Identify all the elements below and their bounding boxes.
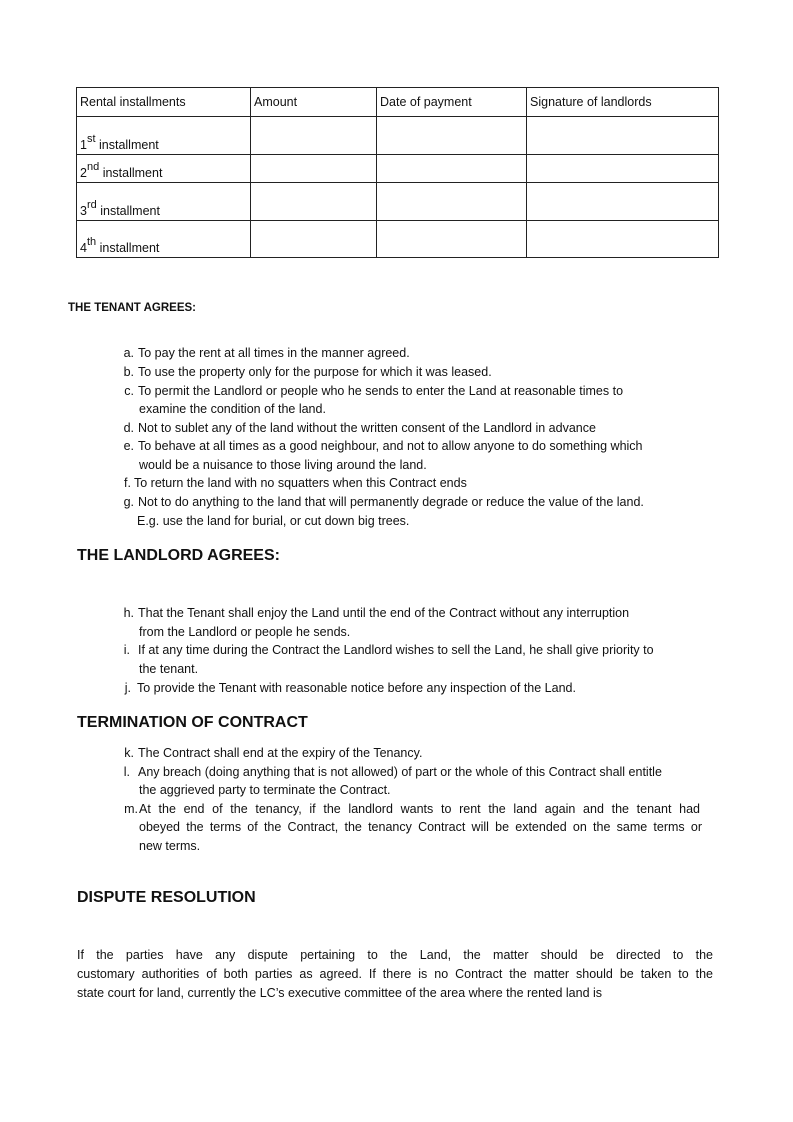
installment-word: installment <box>99 138 159 152</box>
list-item-text-continued: from the Landlord or people he sends. <box>139 625 351 639</box>
amount-cell <box>251 183 377 221</box>
installment-label <box>77 221 251 258</box>
installment-ordinal-suffix: st <box>86 133 96 145</box>
list-item-marker: k. <box>124 746 134 760</box>
list-item-marker: m. <box>124 802 138 816</box>
list-item-text-continued: E.g. use the land for burial, or cut down big trees. <box>137 514 410 528</box>
installment-number: 4 <box>80 241 87 255</box>
installment-number: 3 <box>80 204 87 218</box>
date-of-payment-cell <box>377 155 527 183</box>
installment-ordinal-suffix: nd <box>86 161 100 173</box>
signature-cell <box>527 221 719 258</box>
installment-number: 1 <box>80 138 87 152</box>
list-item-text: Not to do anything to the land that will permanently degrade or reduce the value of the land. <box>138 495 644 509</box>
installment-number: 2 <box>80 166 87 180</box>
list-item-marker: b. <box>123 365 134 379</box>
tenant-section-heading: THE TENANT AGREES: <box>68 302 196 314</box>
list-item-text: To provide the Tenant with reasonable notice before any inspection of the Land. <box>137 681 576 695</box>
list-item-text-continued: examine the condition of the land. <box>139 402 326 416</box>
dispute-paragraph-line: customary authorities of both parties as agreed. If there is no Contract the matter should be taken to the <box>77 967 713 981</box>
list-item-marker: d. <box>123 421 134 435</box>
amount-cell <box>251 155 377 183</box>
installment-ordinal-suffix: rd <box>86 199 97 211</box>
list-item-text: To use the property only for the purpose for which it was leased. <box>138 365 492 379</box>
list-item-marker: a. <box>123 346 134 360</box>
list-item-marker: h. <box>123 606 134 620</box>
list-item-marker: j. <box>124 681 131 695</box>
installment-word: installment <box>99 241 160 255</box>
list-item-marker: i. <box>123 643 130 657</box>
list-item-text: Not to sublet any of the land without the written consent of the Landlord in advance <box>138 421 596 435</box>
amount-cell <box>251 117 377 155</box>
list-item-marker: c. <box>124 384 134 398</box>
list-item-text: The Contract shall end at the expiry of the Tenancy. <box>138 746 423 760</box>
list-item-text-continued: the tenant. <box>139 662 199 676</box>
list-item-marker: e. <box>123 439 134 453</box>
table-row <box>77 221 719 258</box>
dispute-paragraph-line: If the parties have any dispute pertaining to the Land, the matter should be directed to the <box>77 948 713 962</box>
header-amount: Amount <box>251 88 377 117</box>
list-item-text: To pay the rent at all times in the manner agreed. <box>138 346 410 360</box>
amount-cell <box>251 221 377 258</box>
header-signature-of-landlords: Signature of landlords <box>527 88 719 117</box>
list-item-text: To permit the Landlord or people who he sends to enter the Land at reasonable times to <box>138 384 624 398</box>
installments-table <box>76 87 719 258</box>
signature-cell <box>527 117 719 155</box>
list-item-text: That the Tenant shall enjoy the Land until the end of the Contract without any interruption <box>138 606 630 620</box>
header-date-of-payment: Date of payment <box>377 88 527 117</box>
installment-label <box>77 183 251 221</box>
list-item-text: If at any time during the Contract the Landlord wishes to sell the Land, he shall give priority to <box>138 643 654 657</box>
table-header-row <box>77 88 719 117</box>
date-of-payment-cell <box>377 221 527 258</box>
termination-section-heading: TERMINATION OF CONTRACT <box>77 714 308 731</box>
signature-cell <box>527 183 719 221</box>
date-of-payment-cell <box>377 117 527 155</box>
list-item-marker: f. <box>124 476 131 490</box>
table-row <box>77 155 719 183</box>
date-of-payment-cell <box>377 183 527 221</box>
table-row <box>77 117 719 155</box>
header-rental-installments: Rental installments <box>77 88 251 117</box>
dispute-section-heading: DISPUTE RESOLUTION <box>77 889 256 906</box>
table-row <box>77 183 719 221</box>
list-item-marker: g. <box>123 495 134 509</box>
signature-cell <box>527 155 719 183</box>
installment-word: installment <box>100 204 160 218</box>
list-item-text: To behave at all times as a good neighbour, and not to allow anyone to do something which <box>138 439 643 453</box>
list-item-text: At the end of the tenancy, if the landlord wants to rent the land again and the tenant had <box>139 802 700 816</box>
list-item-text: Any breach (doing anything that is not allowed) of part or the whole of this Contract shall entitle <box>138 765 662 779</box>
list-item-text-continued: new terms. <box>139 839 201 853</box>
landlord-section-heading: THE LANDLORD AGREES: <box>77 547 280 564</box>
list-item-marker: l. <box>123 765 130 779</box>
installment-label <box>77 117 251 155</box>
list-item-text: To return the land with no squatters when this Contract ends <box>134 476 467 490</box>
list-item-text-continued: the aggrieved party to terminate the Contract. <box>139 783 391 797</box>
dispute-paragraph-line: state court for land, currently the LC’s executive committee of the area where the rented land is <box>77 986 603 1000</box>
list-item-text-continued: obeyed the terms of the Contract, the tenancy Contract will be extended on the same terms or <box>139 820 702 834</box>
installment-word: installment <box>102 166 163 180</box>
installment-label <box>77 155 251 183</box>
installment-ordinal-suffix: th <box>86 236 97 248</box>
list-item-text-continued: would be a nuisance to those living around the land. <box>139 458 427 472</box>
